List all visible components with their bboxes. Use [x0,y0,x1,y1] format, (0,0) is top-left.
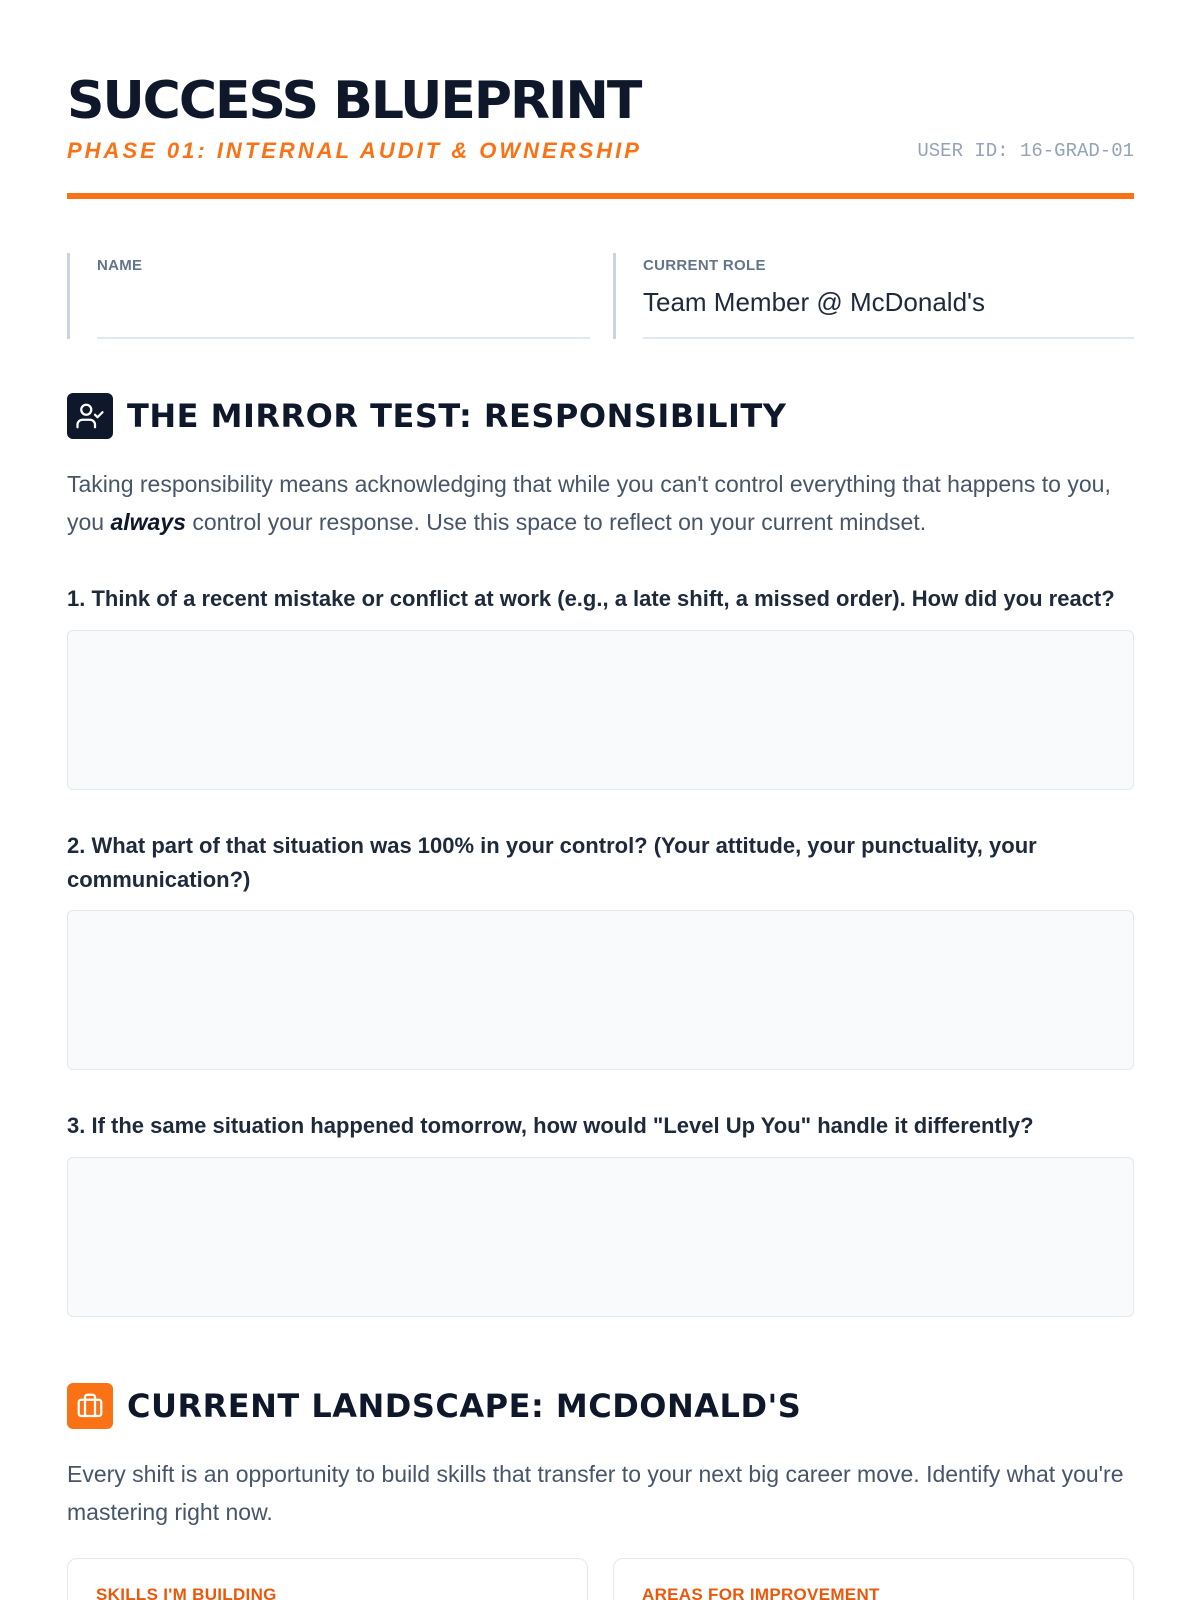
user-id: USER ID: 16-GRAD-01 [917,140,1134,162]
worksheet-page [67,0,1134,1600]
page-title: SUCCESS BLUEPRINT [67,71,641,131]
improvement-card[interactable] [613,1558,1134,1600]
question-1: 1. Think of a recent mistake or conflict at work (e.g., a late shift, a missed order). How did you react? [67,586,1115,611]
name-field[interactable] [67,253,590,339]
current-role-label: CURRENT ROLE [643,257,766,274]
question-3: 3. If the same situation happened tomorrow, how would "Level Up You" handle it differently? [67,1113,1034,1138]
answer-box-3[interactable] [67,1157,1134,1317]
improvement-card-label: AREAS FOR IMPROVEMENT [642,1585,880,1600]
mirror-test-intro [67,465,1134,541]
current-role-value[interactable]: Team Member @ McDonald's [643,287,986,317]
header-divider [67,193,1134,199]
mirror-test-title: THE MIRROR TEST: RESPONSIBILITY [127,397,787,435]
intro-text-2: control your response. Use this space to reflect on your current mindset. [192,509,927,535]
landscape-intro: Every shift is an opportunity to build skills that transfer to your next big career move. Identify what you're mastering right now. [67,1461,1124,1525]
name-label: NAME [97,257,143,274]
phase-subtitle: PHASE 01: INTERNAL AUDIT & OWNERSHIP [67,138,642,163]
current-role-field[interactable] [613,253,1134,339]
skills-card[interactable] [67,1558,588,1600]
briefcase-icon [67,1383,113,1429]
landscape-title: CURRENT LANDSCAPE: MCDONALD'S [127,1387,802,1425]
answer-box-1[interactable] [67,630,1134,790]
intro-emphasis: always [110,509,186,535]
name-underline [97,337,590,339]
question-2: 2. What part of that situation was 100% in your control? (Your attitude, your punctuality, your communication?) [67,833,1037,892]
current-role-underline [643,337,1134,339]
skills-card-label: SKILLS I'M BUILDING [96,1585,277,1600]
intro-text-1: Taking responsibility means acknowledging that while you can't control everything that happens to you, you [67,471,1111,535]
user-check-icon [67,393,113,439]
answer-box-2[interactable] [67,910,1134,1070]
